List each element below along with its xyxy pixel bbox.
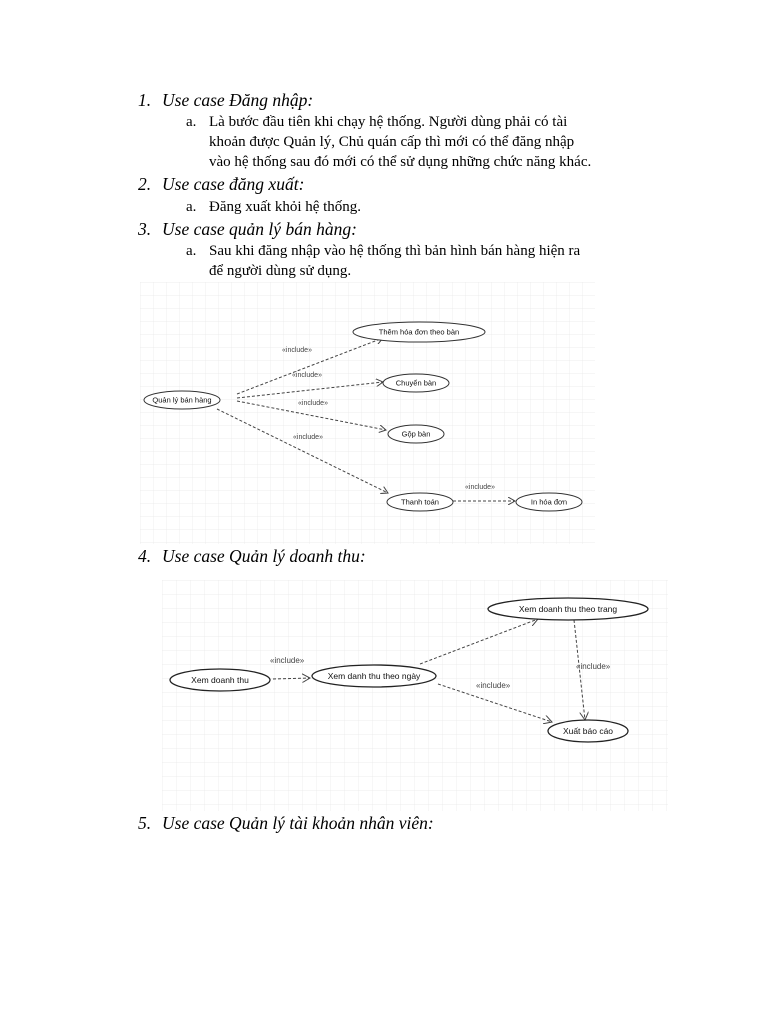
section-number: 3. <box>138 219 152 239</box>
section-heading-5 <box>138 813 434 834</box>
usecase-in-hoa-don <box>516 493 582 511</box>
section-heading-4 <box>138 546 366 567</box>
svg-text:Xem doanh thu: Xem doanh thu <box>191 675 249 685</box>
include-label: «include» <box>293 434 323 441</box>
item-letter: a. <box>186 243 197 259</box>
svg-text:In hóa đơn: In hóa đơn <box>530 497 568 507</box>
item-letter: a. <box>186 199 197 215</box>
usecase-xem-danh-thu-theo-ngay <box>312 665 436 687</box>
revenue-usecase-diagram <box>162 580 668 811</box>
section-title: Use case Quản lý doanh thu: <box>162 546 366 566</box>
item-line: để người dùng sử dụng. <box>209 263 352 279</box>
item-line: khoản được Quản lý, Chủ quán cấp thì mới có thể đăng nhập <box>209 134 575 150</box>
item-line: Đăng xuất khỏi hệ thống. <box>209 199 362 215</box>
sales-usecase-diagram <box>140 282 595 544</box>
include-label: «include» <box>298 400 328 407</box>
usecase-gop-ban <box>388 425 444 443</box>
include-label: «include» <box>292 372 322 379</box>
svg-text:Xuất báo cáo: Xuất báo cáo <box>562 726 614 736</box>
include-label: «include» <box>270 656 305 665</box>
usecase-xuat-bao-cao <box>548 720 628 742</box>
section-title: Use case Đăng nhập: <box>162 90 314 110</box>
include-label: «include» <box>576 662 611 671</box>
svg-text:Chuyển bàn: Chuyển bàn <box>395 378 437 388</box>
svg-text:Quản lý bán hàng: Quản lý bán hàng <box>152 395 212 405</box>
usecase-xem-doanh-thu <box>170 669 270 691</box>
include-label: «include» <box>282 347 312 354</box>
section-heading-2 <box>138 174 304 195</box>
section-title: Use case Quản lý tài khoản nhân viên: <box>162 813 434 833</box>
usecase-quan-ly-ban-hang <box>144 391 220 409</box>
usecase-chuyen-ban <box>383 374 449 392</box>
svg-text:Xem doanh thu theo trang: Xem doanh thu theo trang <box>518 604 618 614</box>
svg-text:Xem danh thu theo ngày: Xem danh thu theo ngày <box>327 671 421 681</box>
section-number: 4. <box>138 546 152 566</box>
item-line: Là bước đầu tiên khi chạy hệ thống. Người dùng phải có tài <box>209 114 568 130</box>
usecase-them-hoa-don-theo-ban <box>353 322 485 342</box>
section-title: Use case đăng xuất: <box>162 174 305 194</box>
usecase-xem-doanh-thu-theo-trang <box>488 598 648 620</box>
svg-text:Thêm hóa đơn theo bàn: Thêm hóa đơn theo bàn <box>378 327 460 337</box>
usecase-thanh-toan <box>387 493 453 511</box>
section-number: 5. <box>138 813 152 833</box>
include-label: «include» <box>476 681 511 690</box>
section-title: Use case quản lý bán hàng: <box>162 219 357 239</box>
item-line: vào hệ thống sau đó mới có thể sử dụng những chức năng khác. <box>209 154 592 170</box>
section-heading-3 <box>138 219 357 240</box>
section-heading-1 <box>138 90 313 111</box>
svg-text:Thanh toán: Thanh toán <box>401 497 439 507</box>
item-line: Sau khi đăng nhập vào hệ thống thì bản hình bán hàng hiện ra <box>209 243 581 259</box>
include-label: «include» <box>465 484 495 491</box>
section-number: 2. <box>138 174 152 194</box>
svg-text:Gộp bàn: Gộp bàn <box>401 429 431 439</box>
section-number: 1. <box>138 90 152 110</box>
item-letter: a. <box>186 114 197 130</box>
